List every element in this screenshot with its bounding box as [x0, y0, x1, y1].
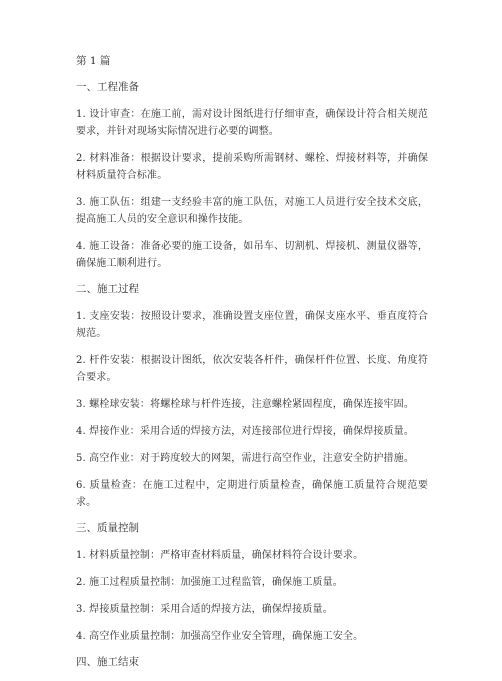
paragraph: 4. 施工设备：准备必要的施工设备，如吊车、切割机、焊接机、测量仪器等，确保施工顺利进行。 [76, 241, 428, 269]
paragraph: 3. 焊接质量控制：采用合适的焊接方法，确保焊接质量。 [76, 604, 333, 615]
section-title: 三、质量控制 [76, 522, 139, 534]
section-title: 四、施工结束 [76, 656, 139, 668]
paragraph: 2. 施工过程质量控制：加强施工过程监管，确保施工质量。 [76, 577, 343, 588]
document-title: 第 1 篇 [76, 55, 111, 67]
section-process [76, 282, 428, 511]
document-page [76, 54, 428, 681]
paragraph: 4. 焊接作业：采用合适的焊接方法，对连接部位进行焊接，确保焊接质量。 [76, 426, 414, 437]
paragraph: 5. 高空作业：对于跨度较大的网架，需进行高空作业，注意安全防护措施。 [76, 453, 414, 464]
paragraph: 4. 高空作业质量控制：加强高空作业安全管理，确保施工安全。 [76, 631, 364, 642]
section-title: 一、工程准备 [76, 81, 139, 93]
paragraph: 1. 支座安装：按照设计要求，准确设置支座位置，确保支座水平、垂直度符合规范。 [76, 311, 428, 339]
paragraph: 2. 材料准备：根据设计要求，提前采购所需钢材、螺栓、焊接材料等，并确保材料质量符合标准。 [76, 153, 428, 181]
paragraph: 3. 施工队伍：组建一支经验丰富的施工队伍，对施工人员进行安全技术交底，提高施工人员的安全意识和操作技能。 [76, 197, 428, 225]
section-title: 二、施工过程 [76, 283, 139, 295]
paragraph: 3. 螺栓球安装：将螺栓球与杆件连接，注意螺栓紧固程度，确保连接牢固。 [76, 399, 414, 410]
section-quality [76, 521, 428, 645]
section-completion [76, 655, 428, 670]
paragraph: 1. 设计审查：在施工前，需对设计图纸进行仔细审查，确保设计符合相关规范要求，并针对现场实际情况进行必要的调整。 [76, 109, 428, 137]
paragraph: 6. 质量检查：在施工过程中，定期进行质量检查，确保施工质量符合规范要求。 [76, 480, 428, 508]
paragraph: 1. 材料质量控制：严格审查材料质量，确保材料符合设计要求。 [76, 550, 364, 561]
paragraph: 2. 杆件安装：根据设计图纸，依次安装各杆件，确保杆件位置、长度、角度符合要求。 [76, 355, 428, 383]
section-preparation [76, 80, 428, 272]
